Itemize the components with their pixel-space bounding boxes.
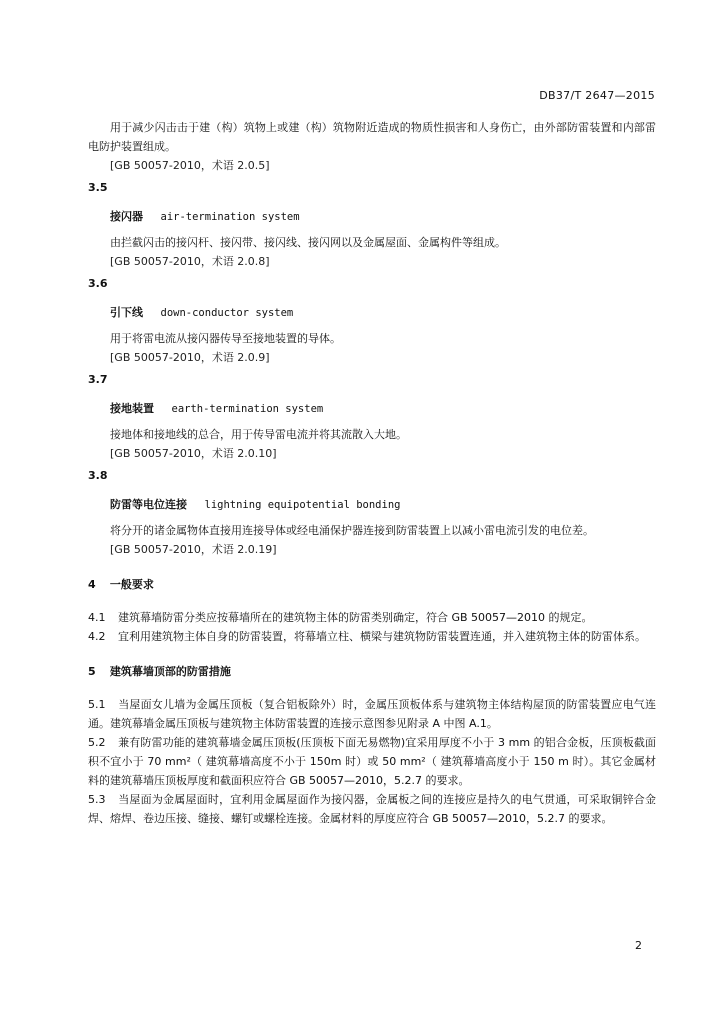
term-number: 3.7 bbox=[88, 373, 108, 386]
clause-number: 5.1 bbox=[88, 698, 106, 711]
clause bbox=[88, 790, 656, 828]
clause-text: 兼有防雷功能的建筑幕墙金属压顶板(压顶板下面无易燃物)宜采用厚度不小于 3 mm 的铝合金板，压顶板截面积不宜小于 70 mm²（ 建筑幕墙高度不小于 150m 时）或 50 mm²（ 建筑幕墙高度小于 150 m 时）。其它金属材料的建筑幕墙压顶板厚度和截面积应符合 GB 50057—2010，5.2.7 的要求。 bbox=[88, 736, 656, 787]
term-definition: 将分开的诸金属物体直接用连接导体或经电涌保护器连接到防雷装置上以减小雷电流引发的电位差。 bbox=[110, 524, 594, 537]
section-number: 5 bbox=[88, 665, 96, 678]
term-title bbox=[110, 303, 656, 323]
section-number: 4 bbox=[88, 578, 96, 591]
clause-number: 5.3 bbox=[88, 793, 106, 806]
term-number: 3.5 bbox=[88, 181, 108, 194]
clause-text: 当屋面女儿墙为金属压顶板（复合铝板除外）时，金属压顶板体系与建筑物主体结构屋顶的防雷装置应电气连通。建筑幕墙金属压顶板与建筑物主体防雷装置的连接示意图参见附录 A 中图 A.1。 bbox=[88, 698, 656, 730]
intro-reference: [GB 50057-2010，术语 2.0.5] bbox=[110, 159, 270, 172]
term-english: earth-termination system bbox=[171, 403, 324, 415]
section-heading bbox=[88, 662, 656, 681]
term-title bbox=[110, 207, 656, 227]
clause-number: 4.2 bbox=[88, 630, 106, 643]
term-english: air-termination system bbox=[160, 211, 300, 223]
page-number: 2 bbox=[635, 939, 642, 952]
clause-text: 当屋面为金属屋面时，宜利用金属屋面作为接闪器，金属板之间的连接应是持久的电气贯通，可采取铜锌合金焊、熔焊、卷边压接、缝接、螺钉或螺栓连接。金属材料的厚度应符合 GB 50057—2010，5.2.7 的要求。 bbox=[88, 793, 656, 825]
section-heading bbox=[88, 575, 656, 594]
clause-text: 宜利用建筑物主体自身的防雷装置，将幕墙立柱、横梁与建筑物防雷装置连通，并入建筑物主体的防雷体系。 bbox=[118, 630, 646, 643]
clause bbox=[88, 608, 656, 627]
term-chinese: 接闪器 bbox=[110, 210, 143, 223]
clause-text: 建筑幕墙防雷分类应按幕墙所在的建筑物主体的防雷类别确定，符合 GB 50057—2010 的规定。 bbox=[118, 611, 593, 624]
term-definition: 用于将雷电流从接闪器传导至接地装置的导体。 bbox=[110, 332, 341, 345]
term-reference: [GB 50057-2010，术语 2.0.10] bbox=[110, 447, 277, 460]
clause bbox=[88, 695, 656, 733]
clause-number: 4.1 bbox=[88, 611, 106, 624]
term-chinese: 防雷等电位连接 bbox=[110, 498, 187, 511]
standard-code: DB37/T 2647—2015 bbox=[539, 89, 655, 102]
section-title: 建筑幕墙顶部的防雷措施 bbox=[109, 665, 231, 678]
term-number: 3.8 bbox=[88, 469, 108, 482]
clause-number: 5.2 bbox=[88, 736, 106, 749]
clause bbox=[88, 733, 656, 790]
term-reference: [GB 50057-2010，术语 2.0.8] bbox=[110, 255, 270, 268]
term-english: lightning equipotential bonding bbox=[204, 499, 401, 511]
term-title bbox=[110, 399, 656, 419]
term-chinese: 引下线 bbox=[110, 306, 143, 319]
term-reference: [GB 50057-2010，术语 2.0.9] bbox=[110, 351, 270, 364]
term-reference: [GB 50057-2010，术语 2.0.19] bbox=[110, 543, 277, 556]
term-chinese: 接地装置 bbox=[110, 402, 154, 415]
term-definition: 接地体和接地线的总合，用于传导雷电流并将其流散入大地。 bbox=[110, 428, 407, 441]
intro-paragraph: 用于减少闪击击于建（构）筑物上或建（构）筑物附近造成的物质性损害和人身伤亡，由外部防雷装置和内部雷电防护装置组成。 bbox=[88, 121, 656, 153]
page-content bbox=[88, 118, 656, 828]
section-title: 一般要求 bbox=[109, 578, 154, 591]
clause bbox=[88, 627, 656, 646]
term-english: down-conductor system bbox=[160, 307, 294, 319]
term-definition: 由拦截闪击的接闪杆、接闪带、接闪线、接闪网以及金属屋面、金属构件等组成。 bbox=[110, 236, 506, 249]
term-number: 3.6 bbox=[88, 277, 108, 290]
term-title bbox=[110, 495, 656, 515]
